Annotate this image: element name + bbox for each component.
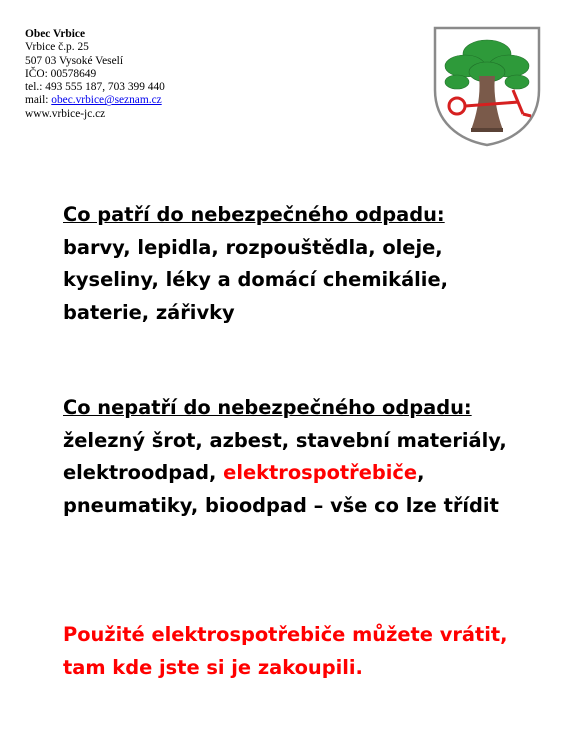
not-belongs-items-part2: , pneumatiky, bioodpad – vše co lze třídit <box>63 461 499 517</box>
website: www.vrbice-jc.cz <box>25 107 106 120</box>
not-belongs-items <box>63 425 543 523</box>
ico-number: IČO: 00578649 <box>25 67 97 80</box>
phone-numbers: tel.: 493 555 187, 703 399 440 <box>25 81 165 94</box>
not-belongs-heading: Co nepatří do nebezpečného odpadu: <box>63 396 472 419</box>
highlighted-item: elektrospotřebiče <box>223 461 418 484</box>
not-belongs-section <box>63 392 543 522</box>
mail-line <box>25 94 165 107</box>
not-belongs-items-part1: železný šrot, azbest, stavební materiály, elektroodpad, <box>63 428 507 484</box>
coat-of-arms-icon <box>431 24 543 148</box>
address-line-2: 507 03 Vysoké Veselí <box>25 54 123 67</box>
return-notice: Použité elektrospotřebiče můžete vrátit, tam kde jste si je zakoupili. <box>63 623 508 679</box>
belongs-heading: Co patří do nebezpečného odpadu: <box>63 203 445 226</box>
org-name: Obec Vrbice <box>25 28 85 40</box>
letterhead <box>25 28 165 121</box>
address-line-1: Vrbice č.p. 25 <box>25 41 89 54</box>
email-link[interactable]: obec.vrbice@seznam.cz <box>51 94 162 107</box>
belongs-items: barvy, lepidla, rozpouštědla, oleje, kyseliny, léky a domácí chemikálie, baterie, zářivky <box>63 235 448 324</box>
belongs-section <box>63 199 533 329</box>
mail-label: mail: <box>25 94 52 107</box>
